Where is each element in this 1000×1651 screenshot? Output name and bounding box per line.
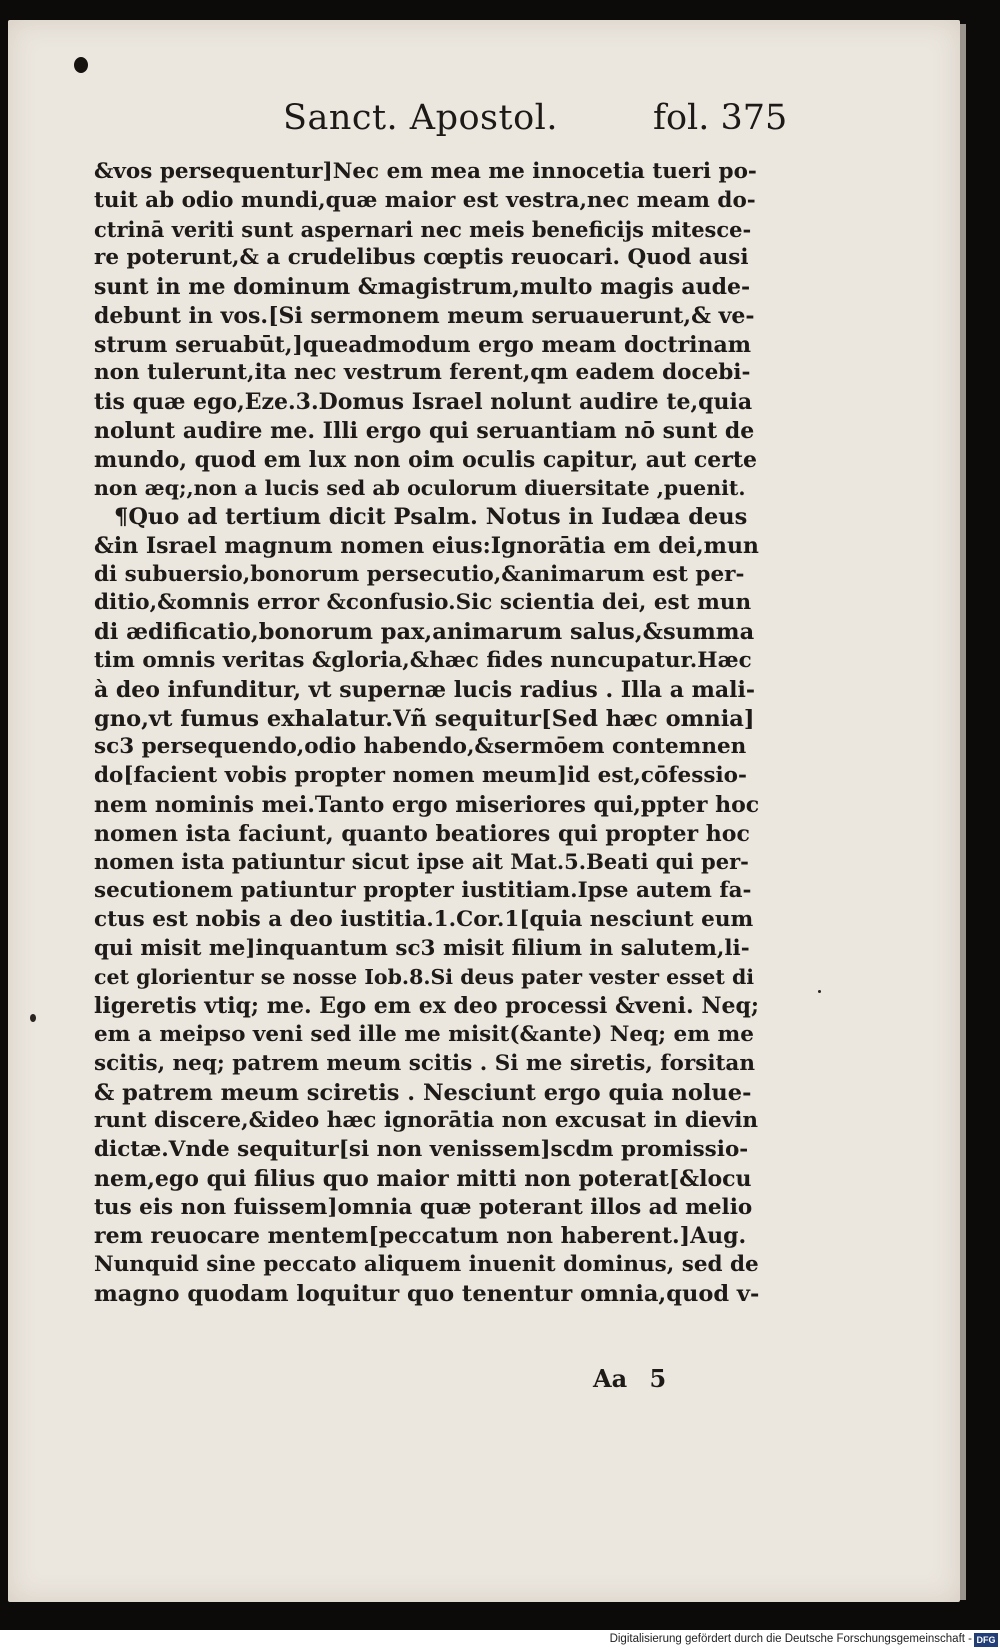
text-line: em a meipso veni sed ille me misit(&ante) Neq; em me [94, 1021, 754, 1047]
text-line: tim omnis veritas &gloria,&hæc fides nuncupatur.Hæc [94, 648, 752, 674]
text-line: ditio,&omnis error &confusio.Sic scientia dei, est mun [94, 590, 752, 616]
text-line: Nunquid sine peccato aliquem inuenit dominus, sed de [94, 1252, 759, 1278]
text-line: ctrinā veriti sunt aspernari nec meis beneficijs mitesce- [94, 216, 752, 242]
text-line: re poterunt,& a crudelibus cœptis reuocari. Quod ausi [94, 245, 749, 271]
dfg-logo: DFG [974, 1633, 998, 1647]
text-line: sunt in me dominum &magistrum,multo magis aude- [94, 274, 751, 301]
text-line: nolunt audire me. Illi ergo qui seruantiam nō sunt de [94, 417, 755, 444]
text-line: tus eis non fuissem]omnia quæ poterant illos ad melio [94, 1194, 753, 1220]
text-line: & patrem meum sciretis . Nesciunt ergo quia nolue- [94, 1079, 752, 1106]
page-edge [960, 24, 966, 1600]
page-header [8, 98, 960, 148]
ink-spot [30, 1014, 36, 1022]
text-line: dictæ.Vnde sequitur[si non venissem]scdm promissio- [94, 1137, 749, 1163]
text-line: gno,vt fumus exhalatur.Vñ sequitur[Sed hæc omnia] [94, 705, 755, 732]
text-line: non æq;,non a lucis sed ab oculorum diuersitate ,puenit. [94, 476, 746, 501]
signature-mark: Aa 5 [593, 1364, 667, 1393]
text-line: nem,ego qui filius quo maior mitti non poterat[&locu [94, 1165, 752, 1192]
text-line: nem nominis mei.Tanto ergo miseriores qui,ppter hoc [94, 791, 759, 818]
footer-bar [0, 1630, 1000, 1651]
text-line: secutionem patiuntur propter iustitiam.Ipse autem fa- [94, 878, 752, 904]
text-line: ctus est nobis a deo iustitia.1.Cor.1[quia nesciunt eum [94, 906, 754, 932]
text-line: di subuersio,bonorum persecutio,&animarum est per- [94, 561, 745, 587]
text-line: qui misit me]inquantum sc3 misit filium in salutem,li- [94, 935, 750, 961]
text-line: tuit ab odio mundi,quæ maior est vestra,nec meam do- [94, 187, 756, 213]
text-line: à deo infunditur, vt supernæ lucis radius . Illa a mali- [94, 676, 756, 703]
text-line: non tulerunt,ita nec vestrum ferent,qm eadem docebi- [94, 360, 751, 386]
text-line: &in Israel magnum nomen eius:Ignorātia em dei,mun [94, 532, 759, 559]
running-head: Sanct. Apostol. [283, 98, 558, 138]
text-line: di ædificatio,bonorum pax,animarum salus,&summa [94, 619, 755, 646]
text-line: &vos persequentur]Nec em mea me innocetia tueri po- [94, 159, 757, 184]
body-text [94, 158, 759, 1309]
text-line: cet glorientur se nosse Iob.8.Si deus pater vester esset di [94, 965, 755, 990]
text-line: rem reuocare mentem[peccatum non haberent.]Aug. [94, 1223, 747, 1250]
text-line: strum seruabūt,]queadmodum ergo meam doctrinam [94, 331, 752, 358]
text-line: nomen ista patiuntur sicut ipse ait Mat.5.Beati qui per- [94, 849, 749, 875]
book-page [8, 20, 960, 1602]
text-line: nomen ista faciunt, quanto beatiores qui propter hoc [94, 820, 750, 847]
text-line: tis quæ ego,Eze.3.Domus Israel nolunt audire te,quia [94, 389, 753, 416]
text-line: mundo, quod em lux non oim oculis capitur, aut certe [94, 446, 757, 473]
text-line: sc3 persequendo,odio habendo,&sermōem contemnen [94, 734, 747, 760]
text-line: do[facient vobis propter nomen meum]id est,cōfessio- [94, 763, 747, 789]
text-line: magno quodam loquitur quo tenentur omnia,quod v- [94, 1280, 759, 1307]
funding-credit: Digitalisierung gefördert durch die Deutsche Forschungsgemeinschaft - [609, 1633, 972, 1645]
text-line: runt discere,&ideo hæc ignorātia non excusat in dievin [94, 1108, 759, 1134]
text-line: scitis, neq; patrem meum scitis . Si me siretis, forsitan [94, 1050, 755, 1076]
text-line: debunt in vos.[Si sermonem meum seruauerunt,& ve- [94, 302, 755, 329]
ink-spot [818, 990, 821, 993]
folio-number: fol. 375 [653, 98, 788, 138]
text-line: ligeretis vtiq; me. Ego em ex deo processi &veni. Neq; [94, 993, 759, 1020]
text-line: ¶Quo ad tertium dicit Psalm. Notus in Iudæa deus [114, 504, 748, 531]
binding-hole [74, 57, 88, 73]
